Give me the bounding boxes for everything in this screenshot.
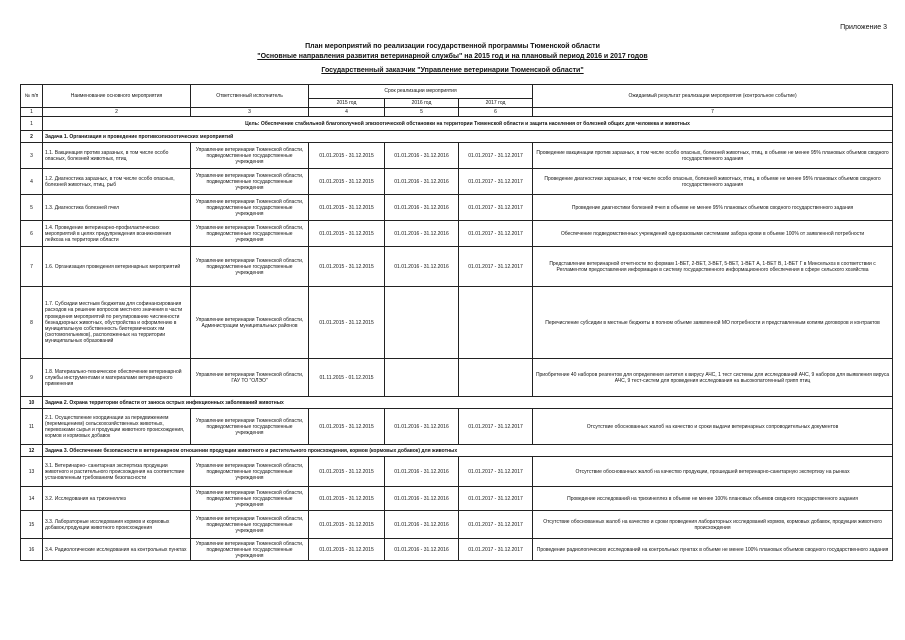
col-index: 5 bbox=[385, 108, 459, 117]
period-2015: 01.01.2015 - 31.12.2015 bbox=[309, 457, 385, 487]
period-2016: 01.01.2016 - 31.12.2016 bbox=[385, 247, 459, 287]
row-number: 10 bbox=[21, 397, 43, 409]
task-row bbox=[21, 131, 893, 143]
task-text: Задача 2. Охрана территории области от заноса острых инфекционных заболеваний животных bbox=[43, 397, 893, 409]
table-row bbox=[21, 247, 893, 287]
period-2017: 01.01.2017 - 31.12.2017 bbox=[459, 487, 533, 511]
activity-name: 3.1. Ветеринарно- санитарная экспертиза продукции животного и растительного происхождения на соответствие установленным требованиям безопасности bbox=[43, 457, 191, 487]
period-2017: 01.01.2017 - 31.12.2017 bbox=[459, 247, 533, 287]
col-name-header: Наименование основного мероприятия bbox=[43, 85, 191, 108]
period-2017: 01.01.2017 - 31.12.2017 bbox=[459, 195, 533, 221]
plan-table bbox=[20, 84, 893, 561]
table-row bbox=[21, 457, 893, 487]
period-2015: 01.01.2015 - 31.12.2015 bbox=[309, 487, 385, 511]
period-2016: 01.01.2016 - 31.12.2016 bbox=[385, 169, 459, 195]
expected-result: Отсутствие обоснованных жалоб на качество и сроки выдачи ветеринарных сопроводительных документов bbox=[533, 409, 893, 445]
col-2016-header: 2016 год bbox=[385, 99, 459, 108]
row-number: 5 bbox=[21, 195, 43, 221]
col-index: 7 bbox=[533, 108, 893, 117]
col-responsible-header: Ответственный исполнитель bbox=[191, 85, 309, 108]
table-row bbox=[21, 539, 893, 561]
goal-text: Цель: Обеспечение стабильной благополучной эпизоотической обстановки на территории Тюменской области и защита населения от болезней общих для человека и животных bbox=[43, 117, 893, 131]
customer-line bbox=[0, 66, 905, 75]
row-number: 6 bbox=[21, 221, 43, 247]
period-2016 bbox=[385, 359, 459, 397]
program-title bbox=[0, 52, 905, 61]
responsible-executor: Управление ветеринарии Тюменской области, подведомственные государственные учреждения bbox=[191, 409, 309, 445]
row-number: 1 bbox=[21, 117, 43, 131]
period-2017 bbox=[459, 287, 533, 359]
expected-result: Отсутствие обоснованных жалоб на качество и сроки проведения лабораторных исследований кормов, кормовых добавок, продукции животного происхождения bbox=[533, 511, 893, 539]
row-number: 15 bbox=[21, 511, 43, 539]
row-number: 3 bbox=[21, 143, 43, 169]
table-row bbox=[21, 359, 893, 397]
responsible-executor: Управление ветеринарии Тюменской области, ГАУ ТО "ОЛЭО" bbox=[191, 359, 309, 397]
row-number: 16 bbox=[21, 539, 43, 561]
row-number: 2 bbox=[21, 131, 43, 143]
period-2017: 01.01.2017 - 31.12.2017 bbox=[459, 409, 533, 445]
table-row bbox=[21, 195, 893, 221]
period-2015: 01.11.2015 - 01.12.2015 bbox=[309, 359, 385, 397]
table-header bbox=[21, 85, 893, 117]
appendix-label: Приложение 3 bbox=[840, 24, 887, 31]
plan-title: План мероприятий по реализации государственной программы Тюменской области bbox=[305, 43, 600, 50]
activity-name: 1.3. Диагностика болезней пчел bbox=[43, 195, 191, 221]
table-body bbox=[21, 117, 893, 561]
expected-result: Обеспечение подведомственных учреждений одноразовыми системами забора крови в объеме 100% от заявленной потребности bbox=[533, 221, 893, 247]
row-number: 13 bbox=[21, 457, 43, 487]
activity-name: 1.2. Диагностика заразных, в том числе особо опасных, болезней животных, птиц, рыб bbox=[43, 169, 191, 195]
period-2017: 01.01.2017 - 31.12.2017 bbox=[459, 169, 533, 195]
col-period-header: Срок реализации мероприятия bbox=[309, 85, 533, 99]
task-text: Задача 3. Обеспечение безопасности в ветеринарном отношении продукции животного и растительного происхождения, кормов (кормовых добавок) для животных bbox=[43, 445, 893, 457]
responsible-executor: Управление ветеринарии Тюменской области, Администрации муниципальных районов bbox=[191, 287, 309, 359]
responsible-executor: Управление ветеринарии Тюменской области, подведомственные государственные учреждения bbox=[191, 539, 309, 561]
period-2016 bbox=[385, 287, 459, 359]
expected-result: Представление ветеринарной отчетности по формам 1-ВЕТ, 2-ВЕТ, 3-ВЕТ, 5-ВЕТ, 1-ВЕТ А, 1-ВЕТ В, 1-ВЕТ Г в Минсельхоз в соответствии с Регламентом предоставления информации в систему государственного информационного обеспечения в сфере сельского хозяйства bbox=[533, 247, 893, 287]
period-2016: 01.01.2016 - 31.12.2016 bbox=[385, 457, 459, 487]
activity-name: 3.2. Исследования на трихинеллез bbox=[43, 487, 191, 511]
expected-result: Проведение вакцинации против заразных, в том числе особо опасных, болезней животных, птиц, в объеме не менее 95% плановых объемов сводного государственного задания bbox=[533, 143, 893, 169]
col-index: 3 bbox=[191, 108, 309, 117]
row-number: 12 bbox=[21, 445, 43, 457]
period-2017: 01.01.2017 - 31.12.2017 bbox=[459, 143, 533, 169]
period-2017: 01.01.2017 - 31.12.2017 bbox=[459, 511, 533, 539]
table-row bbox=[21, 511, 893, 539]
row-number: 9 bbox=[21, 359, 43, 397]
col-2017-header: 2017 год bbox=[459, 99, 533, 108]
task-text: Задача 1. Организация и проведение противоэпизоотических мероприятий bbox=[43, 131, 893, 143]
period-2016: 01.01.2016 - 31.12.2016 bbox=[385, 221, 459, 247]
expected-result: Приобретение 40 наборов реагентов для определения антител к вирусу АЧС, 1 тест системы для исследований АЧС, 9 наборов для выявления вируса АЧС, 9 тест-систем для проведения исследования на высокопатогенный грипп птиц bbox=[533, 359, 893, 397]
table-row bbox=[21, 287, 893, 359]
col-index: 4 bbox=[309, 108, 385, 117]
expected-result: Перечисление субсидии в местные бюджеты в полном объеме заявленной МО потребности и представленным копиям договоров и контрактов bbox=[533, 287, 893, 359]
program-title-text: "Основные направления развития ветеринарной службы" на 2015 год и на плановый период 2016 и 2017 годов bbox=[257, 53, 648, 60]
period-2015: 01.01.2015 - 31.12.2015 bbox=[309, 169, 385, 195]
goal-row bbox=[21, 117, 893, 131]
row-number: 14 bbox=[21, 487, 43, 511]
period-2016: 01.01.2016 - 31.12.2016 bbox=[385, 409, 459, 445]
period-2017: 01.01.2017 - 31.12.2017 bbox=[459, 457, 533, 487]
period-2015: 01.01.2015 - 31.12.2015 bbox=[309, 539, 385, 561]
activity-name: 3.3. Лабораторные исследования кормов и кормовых добавок,продукции животного происхождения bbox=[43, 511, 191, 539]
period-2015: 01.01.2015 - 31.12.2015 bbox=[309, 221, 385, 247]
responsible-executor: Управление ветеринарии Тюменской области, подведомственные государственные учреждения bbox=[191, 221, 309, 247]
period-2015: 01.01.2015 - 31.12.2015 bbox=[309, 287, 385, 359]
col-index: 2 bbox=[43, 108, 191, 117]
responsible-executor: Управление ветеринарии Тюменской области, подведомственные государственные учреждения bbox=[191, 195, 309, 221]
row-number: 11 bbox=[21, 409, 43, 445]
row-number: 7 bbox=[21, 247, 43, 287]
expected-result: Отсутствие обоснованных жалоб на качество продукции, прошедшей ветеринарно-санитарную экспертизу на рынках bbox=[533, 457, 893, 487]
responsible-executor: Управление ветеринарии Тюменской области, подведомственные государственные учреждения bbox=[191, 511, 309, 539]
row-number: 8 bbox=[21, 287, 43, 359]
table-row bbox=[21, 169, 893, 195]
period-2016: 01.01.2016 - 31.12.2016 bbox=[385, 487, 459, 511]
activity-name: 1.8. Материально-техническое обеспечение ветеринарной службы инструментами и материалами ветеринарного применения bbox=[43, 359, 191, 397]
table-row bbox=[21, 221, 893, 247]
responsible-executor: Управление ветеринарии Тюменской области, подведомственные государственные учреждения bbox=[191, 487, 309, 511]
task-row bbox=[21, 397, 893, 409]
expected-result: Проведение диагностики болезней пчел в объеме не менее 95% плановых объемов сводного государственного задания bbox=[533, 195, 893, 221]
row-number: 4 bbox=[21, 169, 43, 195]
task-row bbox=[21, 445, 893, 457]
period-2016: 01.01.2016 - 31.12.2016 bbox=[385, 539, 459, 561]
period-2015: 01.01.2015 - 31.12.2015 bbox=[309, 511, 385, 539]
period-2016: 01.01.2016 - 31.12.2016 bbox=[385, 143, 459, 169]
table-row bbox=[21, 409, 893, 445]
col-no-header: № п/п bbox=[21, 85, 43, 108]
responsible-executor: Управление ветеринарии Тюменской области, подведомственные государственные учреждения bbox=[191, 457, 309, 487]
period-2015: 01.01.2015 - 31.12.2015 bbox=[309, 247, 385, 287]
column-index-row bbox=[21, 108, 893, 117]
activity-name: 1.1. Вакцинация против заразных, в том числе особо опасных, болезней животных, птиц bbox=[43, 143, 191, 169]
period-2017 bbox=[459, 359, 533, 397]
activity-name: 1.4. Проведение ветеринарно-профилактических мероприятий в целях предупреждения возникновения лейкоза на территории области bbox=[43, 221, 191, 247]
period-2015: 01.01.2015 - 31.12.2015 bbox=[309, 409, 385, 445]
col-index: 1 bbox=[21, 108, 43, 117]
activity-name: 2.1. Осуществление координации за передвижением (перемещением) сельскохозяйственных животных, перевозками сырья и продукции животного происхождения, кормов и кормовых добавок bbox=[43, 409, 191, 445]
responsible-executor: Управление ветеринарии Тюменской области, подведомственные государственные учреждения bbox=[191, 247, 309, 287]
period-2015: 01.01.2015 - 31.12.2015 bbox=[309, 195, 385, 221]
period-2017: 01.01.2017 - 31.12.2017 bbox=[459, 539, 533, 561]
col-index: 6 bbox=[459, 108, 533, 117]
col-2015-header: 2015 год bbox=[309, 99, 385, 108]
expected-result: Проведение исследований на трихинеллез в объеме не менее 100% плановых объемов сводного государственного задания bbox=[533, 487, 893, 511]
col-result-header: Ожидаемый результат реализации мероприятия (контрольное событие) bbox=[533, 85, 893, 108]
customer-text: Государственный заказчик "Управление ветеринарии Тюменской области" bbox=[321, 67, 584, 74]
expected-result: Проведение диагностики заразных, в том числе особо опасных, болезней животных, птиц, в объеме не менее 95% плановых объемов сводного государственного задания bbox=[533, 169, 893, 195]
table-row bbox=[21, 487, 893, 511]
period-2016: 01.01.2016 - 31.12.2016 bbox=[385, 511, 459, 539]
period-2015: 01.01.2015 - 31.12.2015 bbox=[309, 143, 385, 169]
period-2016: 01.01.2016 - 31.12.2016 bbox=[385, 195, 459, 221]
period-2017: 01.01.2017 - 31.12.2017 bbox=[459, 221, 533, 247]
table-row bbox=[21, 143, 893, 169]
responsible-executor: Управление ветеринарии Тюменской области, подведомственные государственные учреждения bbox=[191, 169, 309, 195]
activity-name: 1.6. Организация проведения ветеринарных мероприятий bbox=[43, 247, 191, 287]
activity-name: 1.7. Субсидии местным бюджетам для софинансирования расходов на решение вопросов местного значения в части проведения мероприятий по регулированию численности безнадзорных животных, обустройства и оформлению в муниципальную собственность биотермических ям (скотомогильников), расположенных на территории муниципальных образований bbox=[43, 287, 191, 359]
responsible-executor: Управление ветеринарии Тюменской области, подведомственные государственные учреждения bbox=[191, 143, 309, 169]
expected-result: Проведение радиологических исследований на контрольных пунктах в объеме не менее 100% плановых объемов сводного государственного задания bbox=[533, 539, 893, 561]
activity-name: 3.4. Радиологические исследования на контрольных пунктах bbox=[43, 539, 191, 561]
